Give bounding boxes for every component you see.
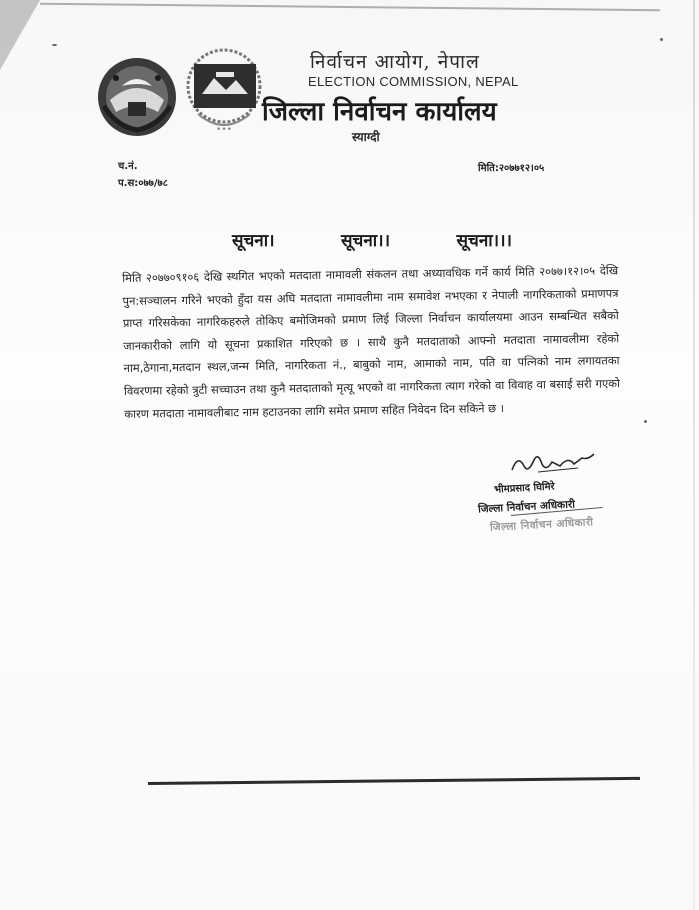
notice-body: मिति २०७७०९१०६ देखि स्थगित भएको मतदाता नामावली संकलन तथा अध्यावधिक गर्ने कार्य मिति २०७७।१२।०५ देखि पुन:सञ्चालन गरिने भएको हुँदा यस अघि मतदाता नामावलीमा नाम समावेश नभएका र नेपाली नागरिकताको प्रमाणपत्र प्राप्त गरिसकेका नागरिकहरुले तोकिए बमोजिमको प्रमाण लिई जिल्ला निर्वाचन कार्यालयमा आउन सम्बन्धित सबैको जानकारीको लागि यो सूचना प्रकाशित गरिएको छ । साथै कुनै मतदाताको आफ्नो मतदाता नामावलीमा रहेको नाम,ठेगाना,मतदान स्थल,जन्म मिति, नागरिकता नं., बाबुको नाम, आमाको नाम, पति वा पत्निको नाम लगायतका विवरणमा रहेको त्रुटी सच्चाउन तथा कुनै मतदाताको मृत्यू भएको वा नागरिकता त्याग गरेको वा विवाह वा बसाई सरी गएको कारण मतदाता नामावलीबाट नाम हटाउनका लागि समेत प्रमाण सहित निवेदन दिन सकिने छ । bbox=[122, 263, 620, 421]
scan-speck bbox=[644, 420, 647, 423]
signatory-name: भीमप्रसाद घिमिरे bbox=[493, 481, 555, 496]
letter-date: मिति:२०७७१२।०५ bbox=[478, 163, 545, 174]
scan-top-edge bbox=[40, 3, 660, 11]
notice-heading-1: सूचना। bbox=[232, 231, 275, 251]
chalani-number-label: च.नं. bbox=[118, 161, 138, 172]
footer-divider bbox=[148, 777, 640, 785]
notice-heading-3: सूचना।।। bbox=[456, 231, 512, 251]
official-stamp: जिल्ला निर्वाचन अधिकारी bbox=[489, 516, 594, 534]
notice-heading bbox=[232, 228, 512, 251]
signatory-title: जिल्ला निर्वाचन अधिकारी bbox=[477, 498, 576, 516]
scan-corner-fold bbox=[0, 0, 40, 70]
scan-right-edge bbox=[693, 0, 695, 910]
nepal-emblem-icon bbox=[96, 56, 178, 138]
office-title: जिल्ला निर्वाचन कार्यालय bbox=[262, 97, 497, 127]
svg-text:•••: ••• bbox=[216, 125, 232, 135]
commission-name-nepali: निर्वाचन आयोग, नेपाल bbox=[310, 51, 480, 73]
commission-name-english: ELECTION COMMISSION, NEPAL bbox=[308, 74, 519, 89]
election-commission-seal-icon bbox=[184, 44, 264, 142]
scan-speck bbox=[52, 44, 57, 46]
handwritten-signature-icon bbox=[508, 448, 598, 478]
letter-number: प.स:०७७/७८ bbox=[118, 178, 168, 189]
scan-speck bbox=[660, 38, 663, 41]
reference-block bbox=[118, 158, 168, 192]
notice-heading-2: सूचना।। bbox=[341, 231, 391, 251]
district-name: स्याग्दी bbox=[352, 130, 380, 144]
